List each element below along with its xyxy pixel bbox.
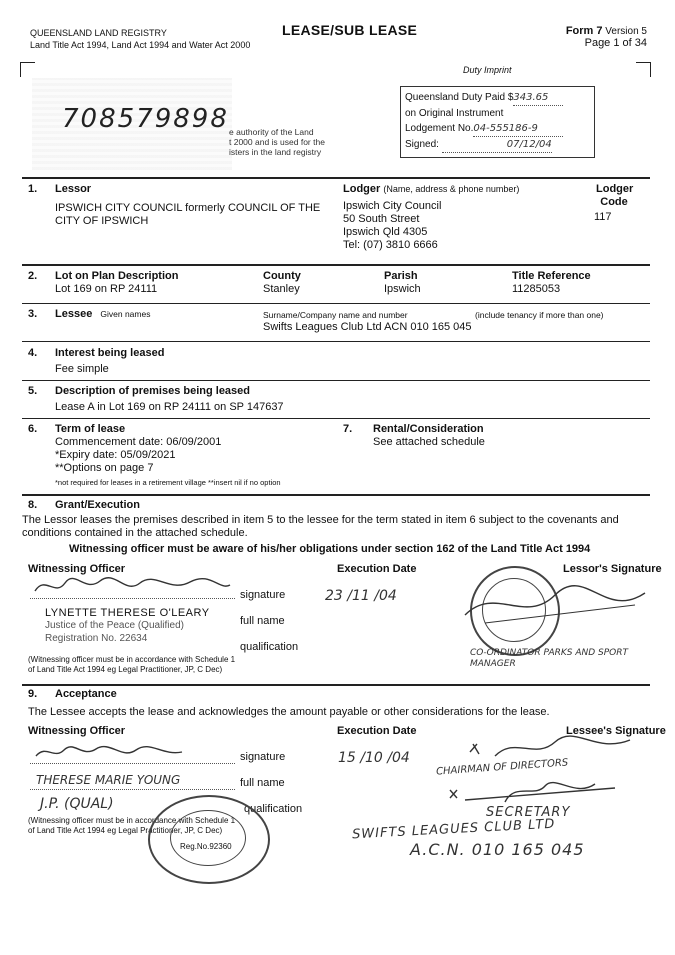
grant-paragraph <box>22 514 619 540</box>
grant-line1: The Lessor leases the premises described in item 5 to the lessee for the term stated in item 6 subject to the covenants and <box>22 514 619 526</box>
item6-label: Term of lease <box>55 423 126 435</box>
item2-label: Lot on Plan Description <box>55 270 179 282</box>
rental-value: See attached schedule <box>373 436 485 448</box>
lessee-signer1-title: CHAIRMAN OF DIRECTORS <box>435 757 569 778</box>
county-label: County <box>263 270 301 282</box>
lessee-witness-label: Witnessing Officer <box>28 725 126 737</box>
jp-reg-number: Reg.No.92360 <box>180 842 232 851</box>
divider <box>22 684 650 686</box>
lessor-exec-date: 23 /11 /04 <box>325 588 397 604</box>
lessee-witness-signature <box>32 740 192 764</box>
lodger-desc: (Name, address & phone number) <box>383 184 520 194</box>
divider <box>22 264 650 266</box>
duty-imprint-label: Duty Imprint <box>463 65 512 75</box>
stamp-number: 708579898 <box>62 104 229 134</box>
duty-box <box>400 86 595 158</box>
divider <box>22 341 650 342</box>
item3-number: 3. <box>28 308 38 320</box>
lessor-name <box>55 202 320 228</box>
jp-seal-inner <box>170 810 246 866</box>
acceptance-paragraph: The Lessee accepts the lease and acknowledges the amount payable or other considerations for the lease. <box>28 706 550 718</box>
lessee-heading <box>55 308 150 320</box>
fullname-line <box>30 789 235 790</box>
corner-mark-left <box>20 62 35 77</box>
lessor-note-line1: (Witnessing officer must be in accordance with Schedule 1 <box>28 655 236 664</box>
divider <box>22 303 650 304</box>
lessee-witness-name: THERESE MARIE YOUNG <box>36 773 181 787</box>
lot-description: Lot 169 on RP 24111 <box>55 283 158 295</box>
duty-paid-label: Queensland Duty Paid $ <box>405 92 514 103</box>
title-ref-label: Title Reference <box>512 270 591 282</box>
lessee-acn: A.C.N. 010 165 045 <box>410 840 585 859</box>
divider <box>22 380 650 381</box>
tenancy-note: (include tenancy if more than one) <box>475 310 604 320</box>
lessee-exec-date-label: Execution Date <box>337 725 417 737</box>
form-label: Form 7 <box>565 25 603 37</box>
item5-number: 5. <box>28 385 38 397</box>
lodger-code-label1: Lodger <box>596 183 634 195</box>
registry-name: QUEENSLAND LAND REGISTRY <box>30 28 167 38</box>
item4-label: Interest being leased <box>55 347 165 359</box>
item8-number: 8. <box>28 499 38 511</box>
item5-label: Description of premises being leased <box>55 385 251 397</box>
premises-value: Lease A in Lot 169 on RP 24111 on SP 147637 <box>55 401 284 413</box>
lessor-witness-note <box>28 655 235 675</box>
lessee-note-line2: of Land Title Act 1994 eg Legal Practitioner, JP, C Dec) <box>28 826 223 835</box>
surname-label: Surname/Company name and number <box>263 310 408 320</box>
lessor-line1: IPSWICH CITY COUNCIL formerly COUNCIL OF THE <box>55 202 321 214</box>
lessee-signature-field: signature <box>240 751 286 763</box>
duty-original: on Original Instrument <box>405 108 504 119</box>
lodger-label: Lodger <box>343 183 381 195</box>
item2-number: 2. <box>28 270 38 282</box>
item1-label: Lessor <box>55 183 92 195</box>
options-note: **Options on page 7 <box>55 462 154 474</box>
lodger-line: Tel: (07) 3810 6666 <box>343 239 438 251</box>
form-number <box>566 25 647 49</box>
lessee-exec-date: 15 /10 /04 <box>338 750 410 766</box>
given-names-label: Given names <box>100 309 151 319</box>
lessee-signature-2 <box>445 778 625 808</box>
item9-number: 9. <box>28 688 38 700</box>
divider <box>22 418 650 419</box>
lessor-witness-name: LYNETTE THERESE O'LEARY <box>45 607 210 619</box>
divider <box>22 177 650 179</box>
faded-notice-line1: e authority of the Land <box>229 127 314 137</box>
item7-number: 7. <box>343 423 353 435</box>
lodger-code-label2: Code <box>600 196 628 208</box>
lessor-witness-reg: Registration No. 22634 <box>45 633 148 644</box>
parish-value: Ipswich <box>384 283 421 295</box>
signed-label: Signed: <box>405 139 439 150</box>
lodger-code: 117 <box>594 211 612 223</box>
term-details <box>55 436 221 475</box>
lodger-code-heading <box>596 183 632 209</box>
lessee-witness-qual: J.P. (QUAL) <box>40 796 114 812</box>
lessee-note-line1: (Witnessing officer must be in accordance with Schedule 1 <box>28 816 236 825</box>
lessor-fullname-field: full name <box>240 615 285 627</box>
signature-line <box>30 763 235 764</box>
item6-number: 6. <box>28 423 38 435</box>
term-footnote: *not required for leases in a retirement village **insert nil if no option <box>55 478 281 487</box>
commencement-date: Commencement date: 06/09/2001 <box>55 436 222 448</box>
lessee-qualification-field: qualification <box>244 803 303 815</box>
lodgement-label: Lodgement No. <box>405 123 474 134</box>
lessee-company: SWIFTS LEAGUES CLUB LTD <box>351 816 556 843</box>
faded-notice-line2: t 2000 and is used for the <box>229 137 325 147</box>
lessee-fullname-field: full name <box>240 777 285 789</box>
parish-label: Parish <box>384 270 418 282</box>
lessee-signature-label: Lessee's Signature <box>566 725 666 737</box>
faded-notice <box>229 127 325 157</box>
lessor-signature-label: Lessor's Signature <box>563 563 662 575</box>
lessor-note-line2: of Land Title Act 1994 eg Legal Practitioner, JP, C Dec) <box>28 665 223 674</box>
lessor-witness-signature <box>30 573 235 599</box>
lodger-details <box>343 200 441 252</box>
page-count: Page 1 of 34 <box>584 37 647 49</box>
item3-label: Lessee <box>55 308 93 320</box>
corner-mark-right <box>636 62 651 77</box>
signature-line <box>30 598 235 599</box>
interest-value: Fee simple <box>55 363 109 375</box>
form-version: Version 5 <box>605 26 647 37</box>
lodger-line: 50 South Street <box>343 213 420 225</box>
expiry-date: *Expiry date: 05/09/2021 <box>55 449 176 461</box>
acts-line: Land Title Act 1994, Land Act 1994 and Water Act 2000 <box>30 40 251 50</box>
lessor-qualification-field: qualification <box>240 641 299 653</box>
grant-line2: conditions contained in the attached schedule. <box>22 527 248 539</box>
lessor-signature-field: signature <box>240 589 286 601</box>
lessor-exec-date-label: Execution Date <box>337 563 417 575</box>
item1-number: 1. <box>28 183 38 195</box>
lessor-signature <box>455 575 655 635</box>
item7-label: Rental/Consideration <box>373 423 484 435</box>
signed-value: 07/12/04 <box>442 137 552 153</box>
lessor-signer-title: CO-ORDINATOR PARKS AND SPORT MANAGER <box>470 648 628 669</box>
lodger-line: Ipswich Qld 4305 <box>343 226 428 238</box>
lessor-line2: CITY OF IPSWICH <box>55 215 149 227</box>
lodger-line: Ipswich City Council <box>343 200 442 212</box>
witness-warning: Witnessing officer must be aware of his/her obligations under section 162 of the Land Title Act 1994 <box>69 543 591 555</box>
lessee-name: Swifts Leagues Club Ltd ACN 010 165 045 <box>263 321 472 333</box>
lodger-heading <box>343 183 519 195</box>
lodgement-value: 04-555186-9 <box>473 121 563 137</box>
item4-number: 4. <box>28 347 38 359</box>
faded-notice-line3: isters in the land registry <box>229 147 322 157</box>
lessor-witness-label: Witnessing Officer <box>28 563 126 575</box>
document-title: LEASE/SUB LEASE <box>282 22 418 38</box>
county-value: Stanley <box>263 283 300 295</box>
item9-label: Acceptance <box>55 688 117 700</box>
lessee-signer2-title: SECRETARY <box>486 805 571 820</box>
lessor-witness-qual: Justice of the Peace (Qualified) <box>45 620 184 631</box>
duty-paid-value: 343.65 <box>513 90 563 106</box>
item8-label: Grant/Execution <box>55 499 140 511</box>
divider <box>22 494 650 496</box>
title-ref-value: 11285053 <box>512 283 561 295</box>
